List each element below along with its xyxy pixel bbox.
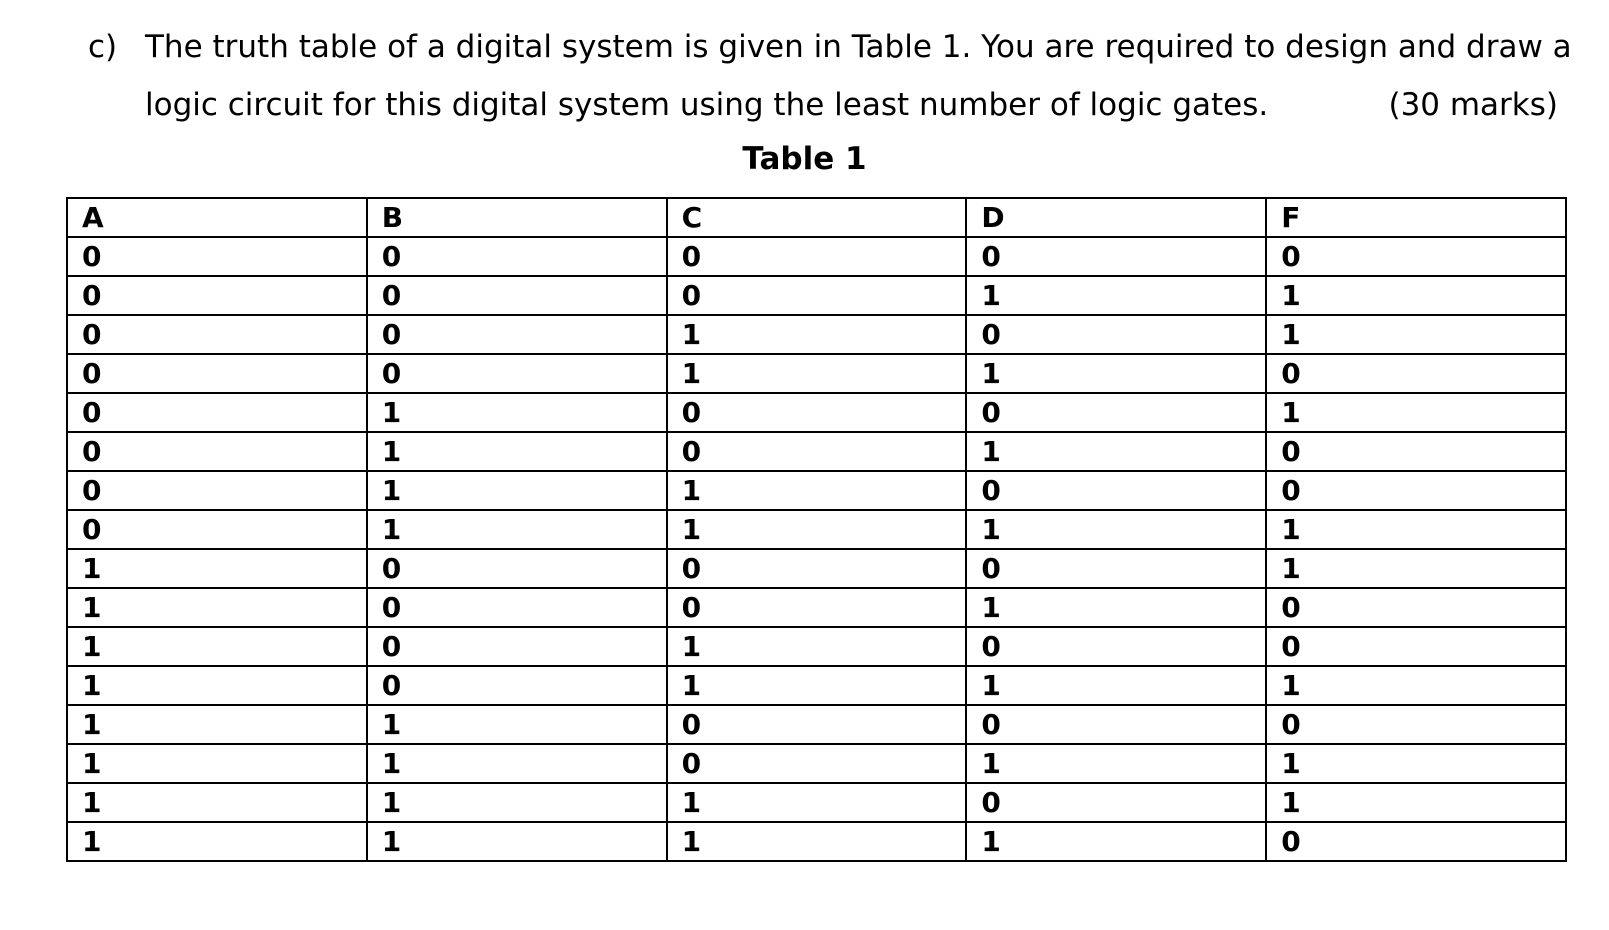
cell-a: 0 <box>67 315 367 354</box>
cell-d: 1 <box>966 744 1266 783</box>
cell-b: 1 <box>367 822 667 861</box>
table-row <box>67 549 1566 588</box>
cell-c: 0 <box>667 549 967 588</box>
header-f: F <box>1266 198 1566 237</box>
cell-f: 0 <box>1266 627 1566 666</box>
cell-b: 0 <box>367 627 667 666</box>
cell-a: 0 <box>67 276 367 315</box>
cell-c: 1 <box>667 471 967 510</box>
cell-a: 1 <box>67 666 367 705</box>
table-row <box>67 666 1566 705</box>
cell-a: 1 <box>67 588 367 627</box>
cell-b: 0 <box>367 354 667 393</box>
cell-b: 0 <box>367 666 667 705</box>
cell-c: 0 <box>667 237 967 276</box>
cell-a: 0 <box>67 432 367 471</box>
cell-c: 1 <box>667 315 967 354</box>
table-row <box>67 393 1566 432</box>
cell-c: 0 <box>667 276 967 315</box>
table-row <box>67 432 1566 471</box>
cell-b: 1 <box>367 783 667 822</box>
cell-c: 0 <box>667 432 967 471</box>
table-row <box>67 471 1566 510</box>
header-d: D <box>966 198 1266 237</box>
cell-a: 0 <box>67 510 367 549</box>
table-row <box>67 822 1566 861</box>
cell-b: 0 <box>367 549 667 588</box>
cell-c: 1 <box>667 822 967 861</box>
cell-a: 1 <box>67 627 367 666</box>
cell-c: 1 <box>667 510 967 549</box>
cell-a: 1 <box>67 822 367 861</box>
table-row <box>67 510 1566 549</box>
cell-b: 1 <box>367 744 667 783</box>
cell-a: 1 <box>67 783 367 822</box>
cell-d: 1 <box>966 822 1266 861</box>
cell-d: 1 <box>966 432 1266 471</box>
question-label: c) <box>88 29 118 65</box>
cell-c: 0 <box>667 744 967 783</box>
cell-f: 0 <box>1266 822 1566 861</box>
cell-b: 0 <box>367 276 667 315</box>
cell-c: 0 <box>667 588 967 627</box>
table-row <box>67 237 1566 276</box>
cell-b: 0 <box>367 315 667 354</box>
table-row <box>67 744 1566 783</box>
cell-a: 0 <box>67 393 367 432</box>
cell-f: 1 <box>1266 783 1566 822</box>
table-row <box>67 588 1566 627</box>
table-caption: Table 1 <box>742 141 867 177</box>
cell-a: 0 <box>67 354 367 393</box>
cell-a: 0 <box>67 237 367 276</box>
cell-c: 0 <box>667 705 967 744</box>
truth-table-body <box>67 237 1566 861</box>
cell-d: 0 <box>966 237 1266 276</box>
cell-b: 1 <box>367 393 667 432</box>
cell-f: 0 <box>1266 354 1566 393</box>
cell-a: 1 <box>67 744 367 783</box>
cell-b: 0 <box>367 237 667 276</box>
cell-c: 1 <box>667 354 967 393</box>
cell-b: 1 <box>367 432 667 471</box>
cell-f: 1 <box>1266 276 1566 315</box>
cell-d: 0 <box>966 471 1266 510</box>
cell-f: 1 <box>1266 315 1566 354</box>
cell-f: 1 <box>1266 393 1566 432</box>
table-row <box>67 354 1566 393</box>
cell-d: 1 <box>966 666 1266 705</box>
cell-d: 0 <box>966 783 1266 822</box>
cell-b: 1 <box>367 705 667 744</box>
question-line-2 <box>88 76 1558 134</box>
cell-b: 1 <box>367 471 667 510</box>
cell-f: 0 <box>1266 705 1566 744</box>
cell-d: 0 <box>966 315 1266 354</box>
cell-d: 0 <box>966 393 1266 432</box>
cell-f: 1 <box>1266 666 1566 705</box>
cell-b: 0 <box>367 588 667 627</box>
cell-a: 1 <box>67 549 367 588</box>
question-block <box>88 18 1572 134</box>
cell-d: 1 <box>966 588 1266 627</box>
cell-b: 1 <box>367 510 667 549</box>
cell-f: 0 <box>1266 588 1566 627</box>
cell-d: 1 <box>966 276 1266 315</box>
question-line-1 <box>88 18 1572 76</box>
table-row <box>67 783 1566 822</box>
cell-c: 0 <box>667 393 967 432</box>
truth-table-header-row <box>67 198 1566 237</box>
cell-d: 0 <box>966 705 1266 744</box>
cell-c: 1 <box>667 783 967 822</box>
table-row <box>67 315 1566 354</box>
cell-d: 0 <box>966 549 1266 588</box>
cell-c: 1 <box>667 666 967 705</box>
cell-f: 0 <box>1266 432 1566 471</box>
header-a: A <box>67 198 367 237</box>
cell-f: 1 <box>1266 510 1566 549</box>
header-b: B <box>367 198 667 237</box>
table-row <box>67 276 1566 315</box>
cell-f: 1 <box>1266 744 1566 783</box>
truth-table <box>66 197 1567 862</box>
table-row <box>67 627 1566 666</box>
header-c: C <box>667 198 967 237</box>
table-row <box>67 705 1566 744</box>
cell-f: 0 <box>1266 471 1566 510</box>
cell-d: 1 <box>966 510 1266 549</box>
question-text-line-2: logic circuit for this digital system using the least number of logic gates. <box>145 87 1269 123</box>
cell-d: 1 <box>966 354 1266 393</box>
question-text-line-1: The truth table of a digital system is given in Table 1. You are required to design and draw a <box>145 29 1572 65</box>
question-marks: (30 marks) <box>1388 87 1558 123</box>
cell-a: 1 <box>67 705 367 744</box>
cell-f: 0 <box>1266 237 1566 276</box>
cell-d: 0 <box>966 627 1266 666</box>
cell-c: 1 <box>667 627 967 666</box>
cell-a: 0 <box>67 471 367 510</box>
cell-f: 1 <box>1266 549 1566 588</box>
